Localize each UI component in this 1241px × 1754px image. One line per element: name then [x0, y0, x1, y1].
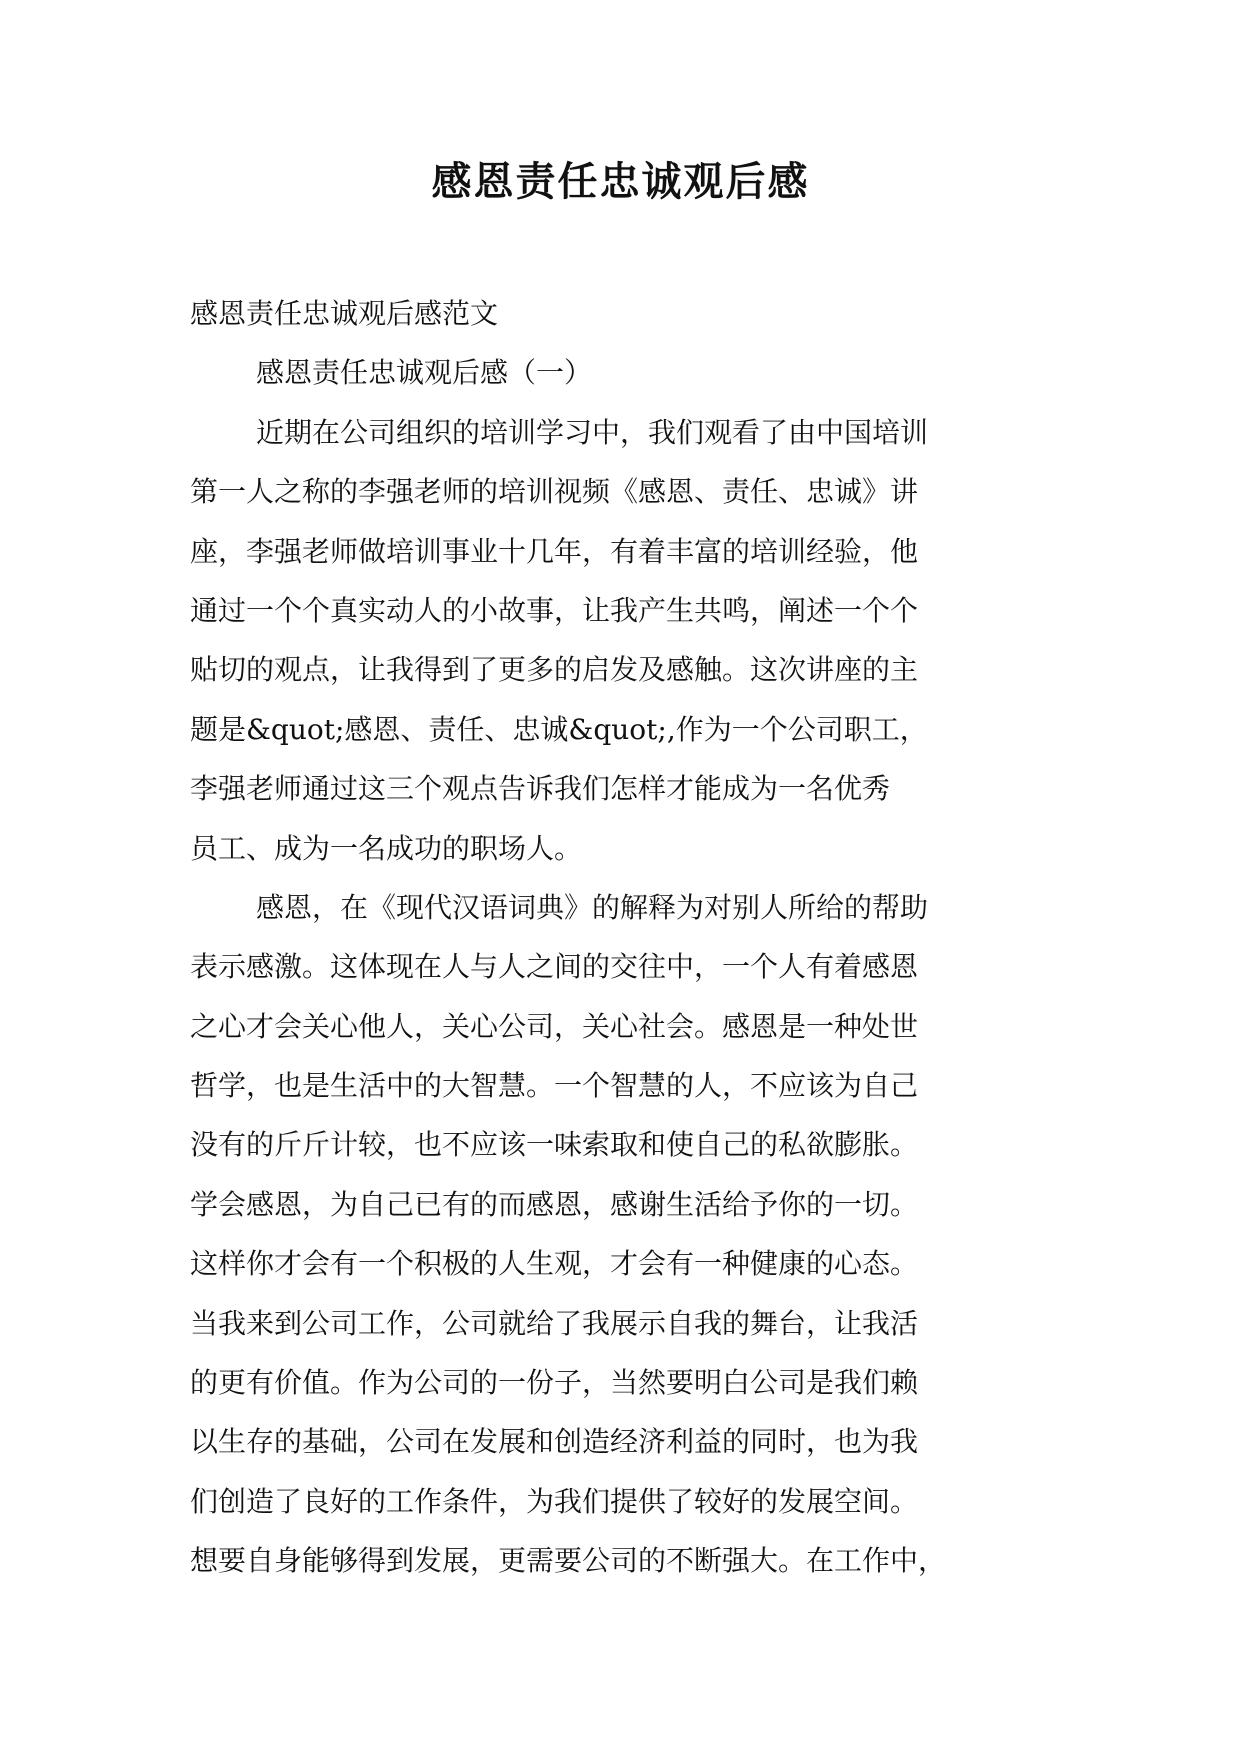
- text-line: 这样你才会有一个积极的人生观，才会有一种健康的心态。: [190, 1247, 919, 1281]
- text-line: 第一人之称的李强老师的培训视频《感恩、责任、忠诚》讲: [190, 475, 919, 509]
- document-title: 感恩责任忠诚观后感: [431, 159, 810, 205]
- text-line: 没有的斤斤计较，也不应该一味索取和使自己的私欲膨胀。: [190, 1128, 919, 1162]
- text-line: 感恩责任忠诚观后感（一）: [256, 356, 593, 390]
- text-line: 的更有价值。作为公司的一份子，当然要明白公司是我们赖: [190, 1366, 919, 1400]
- text-line: 题是&quot;感恩、责任、忠诚&quot;,作为一个公司职工，: [190, 712, 928, 746]
- text-line: 感恩责任忠诚观后感范文: [190, 297, 499, 330]
- text-line: 表示感激。这体现在人与人之间的交往中，一个人有着感恩: [190, 950, 919, 984]
- text-line: 感恩，在《现代汉语词典》的解释为对别人所给的帮助: [256, 890, 929, 924]
- text-line: 员工、成为一名成功的职场人。: [190, 831, 583, 865]
- text-line: 学会感恩，为自己已有的而感恩，感谢生活给予你的一切。: [190, 1187, 919, 1221]
- text-line: 想要自身能够得到发展，更需要公司的不断强大。在工作中，: [190, 1544, 947, 1578]
- text-line: 贴切的观点，让我得到了更多的启发及感触。这次讲座的主: [190, 653, 919, 687]
- text-line: 通过一个个真实动人的小故事，让我产生共鸣，阐述一个个: [190, 593, 919, 627]
- text-line: 近期在公司组织的培训学习中，我们观看了由中国培训: [256, 415, 929, 449]
- text-line: 当我来到公司工作，公司就给了我展示自我的舞台，让我活: [190, 1306, 919, 1340]
- text-line: 座，李强老师做培训事业十几年，有着丰富的培训经验，他: [190, 534, 919, 568]
- document-body: [190, 284, 1060, 1591]
- text-line: 之心才会关心他人，关心公司，关心社会。感恩是一种处世: [190, 1009, 919, 1043]
- text-line: 哲学，也是生活中的大智慧。一个智慧的人，不应该为自己: [190, 1069, 919, 1103]
- text-line: 李强老师通过这三个观点告诉我们怎样才能成为一名优秀: [190, 772, 891, 806]
- text-line: 以生存的基础，公司在发展和创造经济利益的同时，也为我: [190, 1425, 919, 1459]
- text-line: 们创造了良好的工作条件，为我们提供了较好的发展空间。: [190, 1484, 919, 1518]
